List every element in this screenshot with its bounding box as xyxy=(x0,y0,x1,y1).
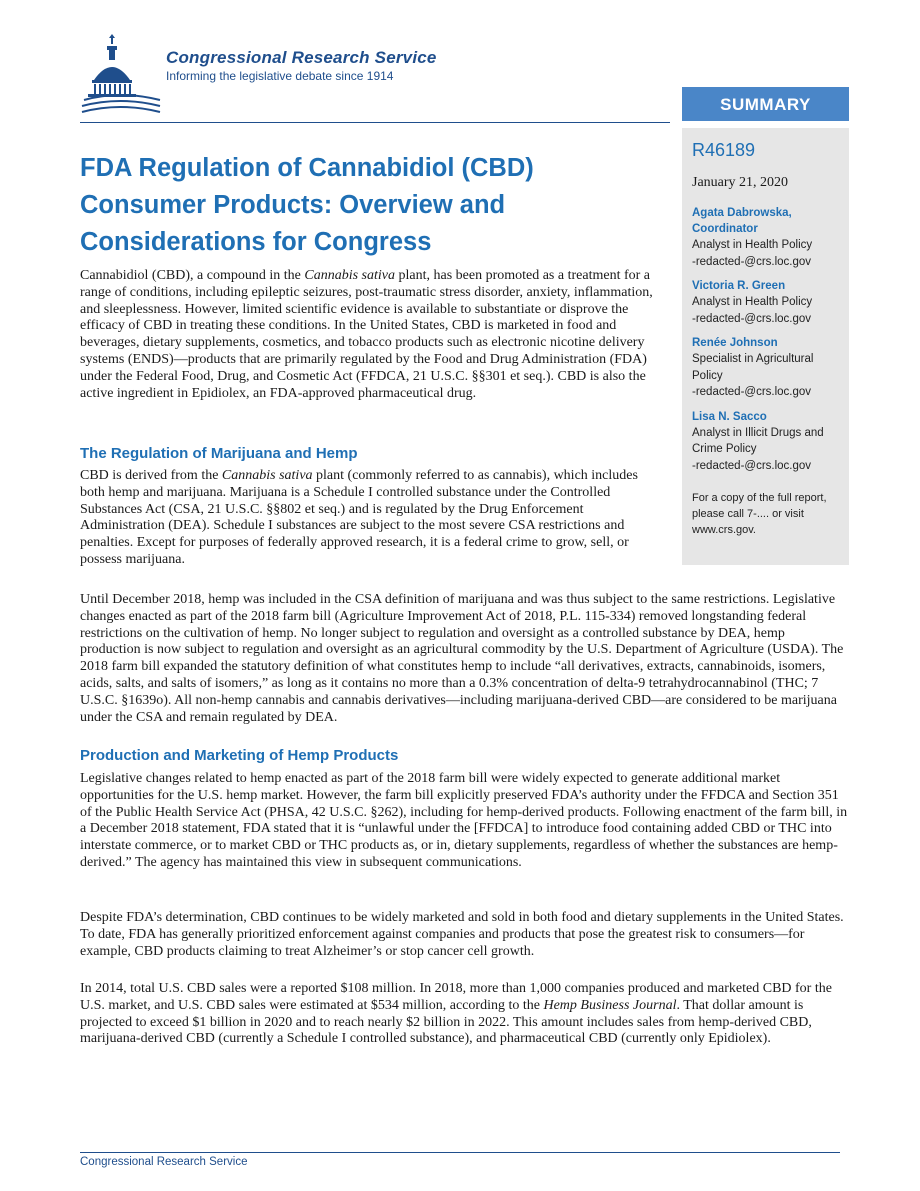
text-run-italic: Cannabis sativa xyxy=(221,468,313,483)
author-name: Victoria R. Green xyxy=(692,280,786,292)
author-entry xyxy=(692,335,839,401)
author-role: Specialist in Agricultural Policy xyxy=(692,353,814,382)
section1-paragraph-1 xyxy=(80,468,660,569)
footer-divider xyxy=(80,1152,840,1153)
author-role: Analyst in Health Policy xyxy=(692,239,813,251)
org-name: Congressional Research Service xyxy=(166,48,437,67)
title-line: Considerations for Congress xyxy=(80,228,432,256)
org-tagline: Informing the legislative debate since 1914 xyxy=(166,69,394,83)
copy-note: For a copy of the full report, please call 7-.... or visit www.crs.gov. xyxy=(692,492,827,536)
section2-paragraph-2: Despite FDA’s determination, CBD continues to be widely marketed and sold in both food and dietary supplements in the United States. To date, FDA has generally prioritized enforcement against companies and products that pose the greatest risk to consumers—for example, CBD products claiming to treat Alzheimer’s or stop cancer cell growth. xyxy=(80,910,844,959)
author-email: -redacted-@crs.loc.gov xyxy=(692,255,812,268)
section2-paragraph-1: Legislative changes related to hemp enacted as part of the 2018 farm bill were widely expected to generate additional market opportunities for the U.S. hemp market. However, the farm bill explicitly preserved FDA’s authority under the FFDCA and Section 351 of the Public Health Service Act (PHSA, 42 U.S.C. §262), including for hemp-derived products. Following enactment of the farm bill, in a December 2018 statement, FDA stated that it is “unlawful under the [FFDCA] to introduce food containing added CBD or THC into interstate commerce, or to market CBD or THC products as, or in, dietary supplements, regardless of whether the substances are hemp-derived.” The agency has maintained this view in subsequent communications. xyxy=(80,771,848,870)
author-email: -redacted-@crs.loc.gov xyxy=(692,312,812,325)
section-heading: Production and Marketing of Hemp Products xyxy=(80,747,399,764)
author-entry xyxy=(692,205,839,270)
report-title xyxy=(80,150,600,261)
title-line: Consumer Products: Overview and xyxy=(80,191,506,219)
text-run: In 2014, total U.S. CBD sales were a reported $108 million. In 2018, more than 1,000 companies produced and marketed CBD for the U.S. market, and U.S. CBD sales were estimated at $534 million, according to the xyxy=(80,981,832,1013)
summary-sidebar xyxy=(682,128,849,565)
summary-tab: SUMMARY xyxy=(682,87,849,121)
section1-paragraph-2: Until December 2018, hemp was included in the CSA definition of marijuana and was thus subject to the same restrictions. Legislative changes enacted as part of the 2018 farm bill (Agriculture Improvement Act of 2018, P.L. 115-334) removed longstanding federal restrictions on the cultivation of hemp. No longer subject to regulation and oversight as a controlled substance by DEA, hemp production is now subject to regulation and oversight as an agricultural commodity by the U.S. Department of Agriculture (USDA). The 2018 farm bill expanded the statutory definition of what constitutes hemp to include “all derivatives, extracts, cannabinoids, isomers, acids, salts, and salts of isomers,” as long as it contains no more than a 0.3% concentration of delta-9 tetrahydrocannabinol (THC; 7 U.S.C. §1639o). All non-hemp cannabis and cannabis derivatives—including marijuana-derived CBD—are considered to be marijuana under the CSA and remain regulated by DEA. xyxy=(80,592,844,725)
section2-paragraph-3 xyxy=(80,981,848,1048)
report-date: January 21, 2020 xyxy=(692,175,789,190)
author-name: Renée Johnson xyxy=(692,337,778,349)
author-entry xyxy=(692,409,839,475)
author-email: -redacted-@crs.loc.gov xyxy=(692,459,812,472)
text-run: plant (commonly referred to as cannabis), which includes both hemp and marijuana. Marijuana is a Schedule I controlled substance under the Controlled Substances Act (CSA, 21 U.S.C. §§802 et seq.) and is regulated by the Drug Enforcement Administration (DEA). Schedule I substances are subject to the most severe CSA restrictions and penalties. Except for purposes of federally approved research, it is a federal crime to grow, sell, or possess marijuana. xyxy=(80,468,638,567)
author-entry xyxy=(692,278,839,327)
title-line: FDA Regulation of Cannabidiol (CBD) xyxy=(80,154,534,182)
author-role: Analyst in Health Policy xyxy=(692,296,813,308)
intro-paragraph xyxy=(80,268,660,402)
text-run: . That dollar amount is projected to exceed $1 billion in 2020 and to reach nearly $2 billion in 2022. This amount includes sales from hemp-derived CBD, marijuana-derived CBD (currently a Schedule I controlled substance), and pharmaceutical CBD (currently only Epidiolex). xyxy=(80,997,812,1047)
text-run: Cannabidiol (CBD), a compound in the xyxy=(80,268,305,283)
capitol-dome-icon xyxy=(80,34,164,122)
text-run: plant, has been promoted as a treatment for a range of conditions, including epileptic seizures, post-traumatic stress disorder, anxiety, inflammation, and sleeplessness. However, limited scientific evidence is available to substantiate or disprove the efficacy of CBD in treating these conditions. In the United States, CBD is marketed in food and beverages, dietary supplements, cosmetics, and tobacco products such as electronic nicotine delivery systems (ENDS)—products that are primarily regulated by the Food and Drug Administration (FDA) under the Federal Food, Drug, and Cosmetic Act (FFDCA, 21 U.S.C. §§301 et seq.). CBD is also the active ingredient in Epidiolex, an FDA-approved pharmaceutical drug. xyxy=(80,268,653,401)
crs-logo xyxy=(80,34,480,124)
footer-org-name: Congressional Research Service xyxy=(80,1156,248,1168)
author-role: Analyst in Illicit Drugs and Crime Policy xyxy=(692,426,824,455)
author-name: Lisa N. Sacco xyxy=(692,410,767,423)
report-number: R46189 xyxy=(692,140,756,160)
section-heading: The Regulation of Marijuana and Hemp xyxy=(80,445,358,462)
text-run-italic: Hemp Business Journal xyxy=(543,997,677,1013)
author-title: Coordinator xyxy=(692,223,758,235)
author-name: Agata Dabrowska, xyxy=(692,207,792,219)
text-run-italic: Cannabis sativa xyxy=(304,268,395,283)
header-divider xyxy=(80,122,670,123)
author-email: -redacted-@crs.loc.gov xyxy=(692,386,812,398)
text-run: CBD is derived from the xyxy=(80,468,222,483)
